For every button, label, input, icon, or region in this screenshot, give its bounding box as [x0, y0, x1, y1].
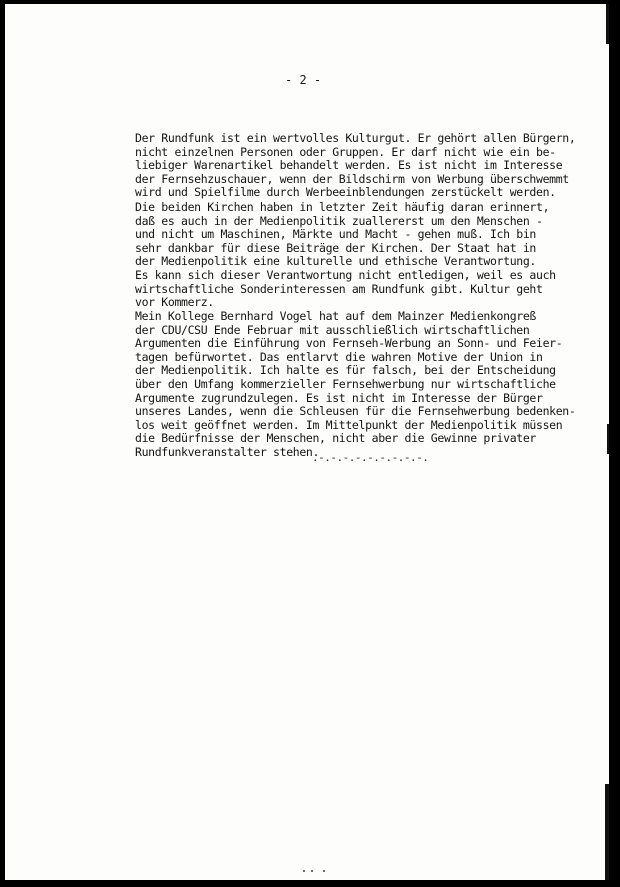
text-line: über den Umfang kommerzieller Fernsehwerbung nur wirtschaftliche: [135, 376, 556, 391]
scan-edge-artifact: [607, 424, 609, 454]
text-line: die Bedürfnisse der Menschen, nicht aber die Gewinne privater: [135, 431, 536, 446]
text-line: nicht einzelnen Personen oder Gruppen. Er darf nicht wie ein be-: [135, 144, 556, 159]
text-line: wird und Spielfilme durch Werbeeinblendungen zerstückelt werden.: [135, 185, 556, 200]
scan-speck: [303, 870, 305, 872]
text-line: daß es auch in der Medienpolitik zuallererst um den Menschen -: [135, 213, 543, 228]
paragraph-kirchen: [135, 201, 556, 310]
text-line: Der Rundfunk ist ein wertvolles Kulturgut. Er gehört allen Bürgern,: [135, 131, 576, 145]
text-line: unseres Landes, wenn die Schleusen für die Fernsehwerbung bedenken-: [135, 404, 576, 419]
text-line: der Medienpolitik eine kulturelle und ethische Verantwortung.: [135, 254, 536, 269]
text-line: Argumente zugrundzulegen. Es ist nicht im Interesse der Bürger: [135, 390, 543, 405]
paragraph-vogel-medienkongress: [135, 310, 575, 460]
scan-speck: [323, 870, 325, 872]
text-line: sehr dankbar für diese Beiträge der Kirchen. Der Staat hat in: [135, 240, 536, 255]
document-page: [5, 4, 609, 880]
text-line: der CDU/CSU Ende Februar mit ausschließlich wirtschaftlichen: [135, 322, 530, 337]
page-number: - 2 -: [285, 73, 322, 87]
scan-speck: [311, 870, 313, 872]
text-line: der Fernsehzuschauer, wenn der Bildschirm von Werbung überschwemmt: [135, 171, 569, 186]
text-line: Argumenten die Einführung von Fernseh-Werbung an Sonn- und Feier-: [135, 336, 563, 351]
text-line: Rundfunkveranstalter stehen.: [135, 444, 320, 459]
paragraph-rundfunk-kulturgut: [135, 132, 575, 200]
text-line: tagen befürwortet. Das entlarvt die wahren Motive der Union in: [135, 349, 543, 364]
closing-divider: .-.-.-.-.-.-.-.-.-.: [312, 451, 429, 464]
text-line: wirtschaftliche Sonderinteressen am Rundfunk gibt. Kultur geht: [135, 281, 543, 296]
scan-edge-artifact: [606, 4, 609, 44]
text-line: und nicht um Maschinen, Märkte und Macht - gehen muß. Ich bin: [135, 227, 536, 242]
text-line: vor Kommerz.: [135, 295, 214, 310]
text-line: Mein Kollege Bernhard Vogel hat auf dem Mainzer Medienkongreß: [135, 309, 536, 323]
text-line: los weit geöffnet werden. Im Mittelpunkt der Medienpolitik müssen: [135, 417, 563, 432]
text-line: Die beiden Kirchen haben in letzter Zeit häufig daran erinnert,: [135, 200, 550, 214]
text-line: Es kann sich dieser Verantwortung nicht entledigen, weil es auch: [135, 267, 556, 282]
text-line: der Medienpolitik. Ich halte es für falsch, bei der Entscheidung: [135, 363, 556, 378]
text-line: liebiger Warenartikel behandelt werden. Es ist nicht im Interesse: [135, 158, 563, 173]
scan-edge-artifact: [605, 784, 609, 880]
